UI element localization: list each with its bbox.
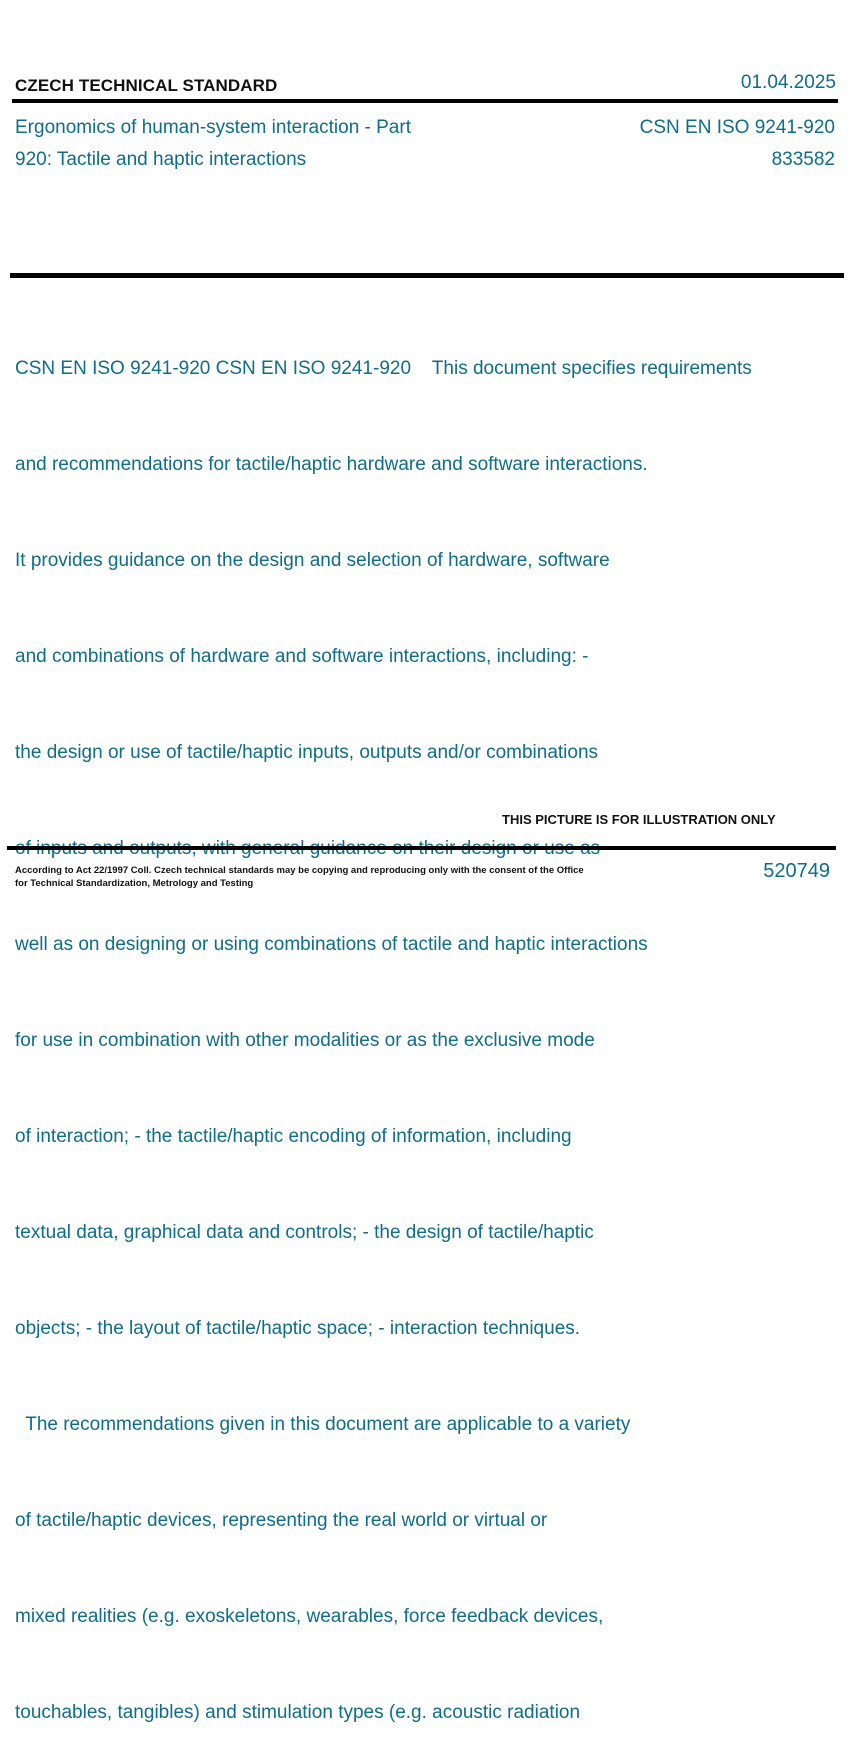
publication-date: 01.04.2025 [740, 72, 836, 93]
abstract-line: well as on designing or using combinations of tactile and haptic interactions [15, 934, 648, 955]
abstract-line: textual data, graphical data and controls; - the design of tactile/haptic [15, 1222, 594, 1243]
abstract-line: of interaction; - the tactile/haptic encoding of information, including [15, 1126, 572, 1147]
document-number: 520749 [763, 860, 830, 882]
header-rule [12, 99, 838, 103]
abstract-line: The recommendations given in this document are applicable to a variety [15, 1414, 631, 1435]
abstract-text [15, 289, 855, 1761]
abstract-line: of tactile/haptic devices, representing the real world or virtual or [15, 1510, 548, 1531]
legal-line: for Technical Standardization, Metrology and Testing [15, 877, 254, 889]
legal-line: According to Act 22/1997 Coll. Czech technical standards may be copying and reproducing only with the consent of the Office [15, 865, 584, 876]
footer-rule [7, 846, 836, 850]
abstract-line: mixed realities (e.g. exoskeletons, wearables, force feedback devices, [15, 1606, 604, 1627]
abstract-line: for use in combination with other modalities or as the exclusive mode [15, 1030, 595, 1051]
title-line-1: Ergonomics of human-system interaction - Part [15, 117, 411, 138]
standard-code: CSN EN ISO 9241-920 [639, 117, 835, 138]
abstract-line: and combinations of hardware and software interactions, including: - [15, 646, 589, 667]
abstract-line: touchables, tangibles) and stimulation types (e.g. acoustic radiation [15, 1702, 581, 1723]
legal-notice [15, 865, 584, 890]
abstract-line: It provides guidance on the design and selection of hardware, software [15, 550, 610, 571]
abstract-line: the design or use of tactile/haptic inputs, outputs and/or combinations [15, 742, 599, 763]
illustration-note: THIS PICTURE IS FOR ILLUSTRATION ONLY [502, 812, 776, 827]
abstract-line: and recommendations for tactile/haptic hardware and software interactions. [15, 454, 648, 475]
title-rule [10, 273, 844, 278]
catalog-number: 833582 [771, 149, 835, 170]
abstract-line: CSN EN ISO 9241-920 CSN EN ISO 9241-920 This document specifies requirements [15, 358, 752, 379]
standard-type-label: CZECH TECHNICAL STANDARD [15, 76, 278, 95]
abstract-line: objects; - the layout of tactile/haptic space; - interaction techniques. [15, 1318, 581, 1339]
title-line-2: 920: Tactile and haptic interactions [15, 149, 307, 170]
